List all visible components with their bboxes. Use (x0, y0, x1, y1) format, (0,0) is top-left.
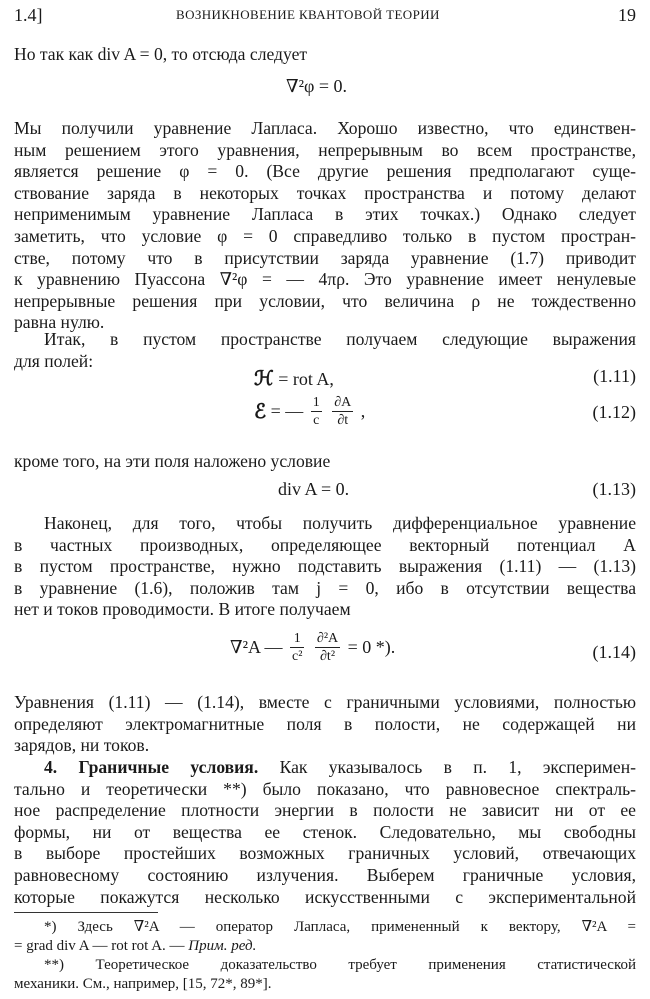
text-line: ствование заряда в некоторых точках пространства и потому делают (14, 182, 636, 203)
fraction (332, 394, 353, 429)
footnote-line: **) Теоретическое доказательство требует применения статистической (44, 957, 636, 973)
fraction (315, 630, 340, 665)
denominator: c² (291, 649, 303, 664)
denominator: c (313, 413, 320, 428)
text-line: в выборе простейших возможных граничных условий, отвечающих (14, 843, 636, 864)
equation-number: (1.12) (592, 402, 636, 422)
field-H-symbol: ℋ (254, 368, 274, 390)
text-line: Уравнения (1.11) — (1.14), вместе с граничными условиями, полностью (14, 692, 636, 712)
denominator: ∂t² (320, 649, 336, 664)
text-line: ное распределение плотности энергии в полости не зависит ни от ее (14, 800, 636, 821)
text-line (14, 757, 636, 779)
trailing-comma: , (360, 401, 366, 421)
equation-rhs: = 0 *). (347, 637, 396, 657)
equation-number: (1.13) (592, 479, 636, 499)
paragraph-intro (14, 44, 636, 66)
numerator: ∂A (334, 395, 352, 410)
equation-1-12 (254, 394, 365, 429)
text-line: Мы получили уравнение Лапласа. Хорошо известно, что единствен- (14, 118, 636, 138)
text-line: Наконец, для того, чтобы получить дифференциальное уравнение (44, 513, 636, 533)
equation-number: (1.14) (592, 642, 636, 662)
text-line: равновесному состоянию излучения. Выберем граничные условия, (14, 864, 636, 885)
text-line: ным решением этого уравнения, непрерывным во всем пространстве, (14, 139, 636, 160)
numerator: ∂²A (316, 631, 339, 646)
text-fragment: Как указывалось в п. 1, эксперимен- (279, 757, 636, 777)
text-line: в частных производных, определяющее векторный потенциал A (14, 534, 636, 555)
running-header (14, 5, 636, 29)
paragraph-summary (14, 692, 636, 757)
equation-lhs: ∇²A — (230, 637, 283, 657)
text-line: в пустом пространстве, нужно подставить выражения (1.11) — (1.13) (14, 556, 636, 577)
book-page (14, 0, 636, 999)
text-line: к уравнению Пуассона ∇²φ = — 4πρ. Это уравнение имеет ненулевые (14, 269, 636, 290)
footnotes (14, 918, 636, 994)
text-line: для полей: (14, 350, 94, 371)
text-line: тально и теоретически **) было показано, что равновесное спектраль- (14, 778, 636, 799)
fraction (311, 394, 322, 429)
equation-number: (1.11) (593, 366, 636, 386)
footnote-line: механики. См., например, [15, 72*, 89*]. (14, 976, 272, 992)
equation-1-11 (254, 366, 334, 391)
numerator: 1 (312, 395, 320, 410)
page-number: 19 (618, 5, 636, 25)
equation-1-13: div A = 0. (278, 479, 350, 499)
equation-1-14 (230, 630, 395, 665)
running-title: ВОЗНИКНОВЕНИЕ КВАНТОВОЙ ТЕОРИИ (176, 7, 440, 22)
text-line: заметить, что условие φ = 0 справедливо только в пустом простран- (14, 225, 636, 246)
text-fragment: = grad div A — rot rot A. — (14, 938, 185, 954)
editor-note: Прим. ред. (188, 938, 257, 954)
equation-laplace: ∇²φ = 0. (286, 76, 348, 96)
fraction (290, 630, 304, 665)
footnote-line (14, 937, 636, 956)
footnote-line: *) Здесь ∇²A — оператор Лапласа, примененный к вектору, ∇²A = (44, 919, 636, 935)
text-line: в уравнение (1.6), положив там j = 0, ибо в отсутствии вещества (14, 577, 636, 598)
section-heading: 4. Граничные условия. (44, 757, 259, 777)
equation-rhs: = rot A, (278, 369, 334, 389)
text-line: равна нулю. (14, 312, 105, 333)
section-number: 1.4] (14, 5, 43, 25)
text-line: неприменимым уравнение Лапласа в этих точках.) Однако следует (14, 204, 636, 225)
paragraph-boundary-conditions (14, 757, 636, 908)
condition-text: кроме того, на эти поля наложено условие (14, 451, 331, 471)
text-line: нет и токов проводимости. В итоге получаем (14, 599, 351, 620)
text-line: формы, ни от вещества ее стенок. Следовательно, мы свободны (14, 821, 636, 842)
denominator: ∂t (337, 413, 349, 428)
paragraph-laplace (14, 118, 636, 334)
text-line: определяют электромагнитные поля в полости, не содержащей ни (14, 713, 636, 734)
paragraph-condition (14, 451, 636, 473)
intro-text: Но так как div A = 0, то отсюда следует (14, 44, 308, 64)
text-line: стве, потому что в присутствии заряда уравнение (1.7) приводит (14, 247, 636, 268)
text-line: Итак, в пустом пространстве получаем следующие выражения (44, 329, 636, 349)
equals-minus: = — (270, 401, 304, 421)
text-line: зарядов, ни токов. (14, 735, 150, 756)
footnote-rule (14, 912, 158, 913)
text-line: непрерывные решения при условии, что величина ρ не тождественно (14, 290, 636, 311)
paragraph-finally (14, 513, 636, 621)
numerator: 1 (290, 630, 304, 648)
field-E-symbol: ℰ (254, 401, 267, 423)
text-line: является решение φ = 0. (Все другие решения предполагают суще- (14, 161, 636, 182)
text-line: которые покажутся несколько искусственными с экспериментальной (14, 886, 636, 907)
